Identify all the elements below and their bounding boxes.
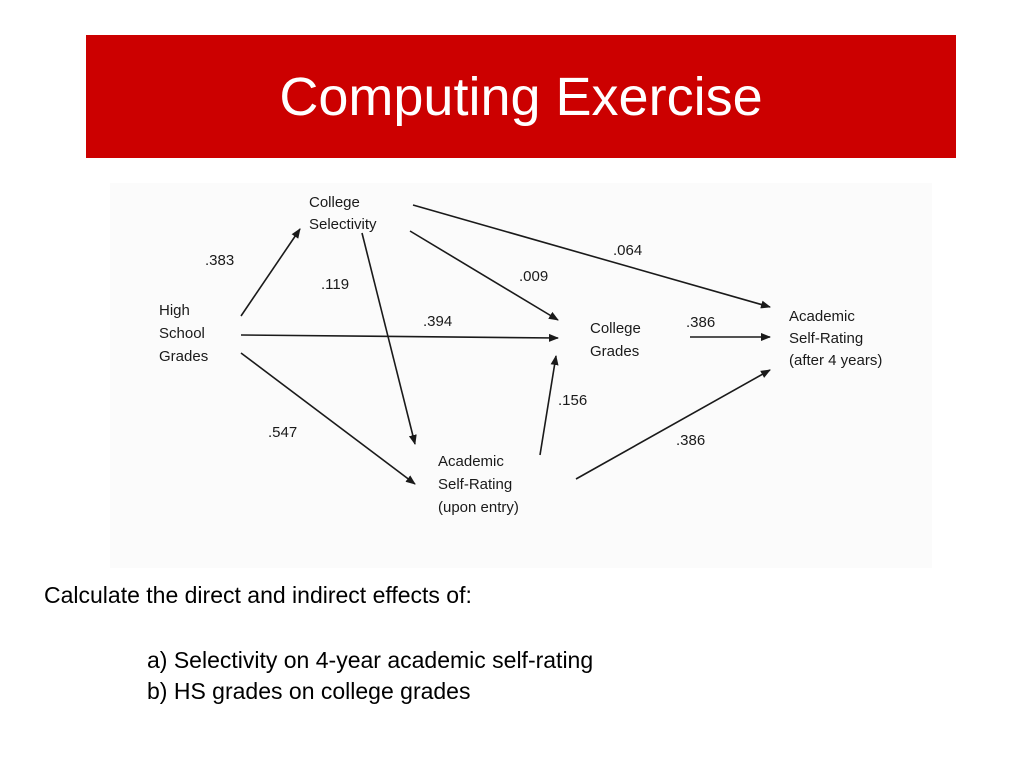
arrow-hs-to-self-rating-entry: [241, 353, 415, 484]
node-label-line: College: [309, 194, 360, 211]
exercise-item-b: b) HS grades on college grades: [147, 678, 471, 704]
exercise-item-a: a) Selectivity on 4-year academic self-rating: [147, 647, 594, 673]
coef-self-rating-entry-to-college-grades: .156: [558, 392, 588, 409]
exercise-instructions: [44, 582, 593, 707]
exercise-items: [147, 645, 593, 707]
node-label-line: Self-Rating: [789, 330, 864, 347]
arrow-selectivity-to-self-rating-entry: [362, 233, 415, 444]
node-label-line: Selectivity: [309, 216, 377, 233]
path-diagram-canvas: [110, 183, 932, 568]
node-self-rating-upon-entry: [438, 453, 519, 516]
coef-selectivity-to-self-rating-entry: .119: [321, 276, 350, 293]
coef-hs-to-college-grades: .394: [423, 313, 453, 330]
node-college-selectivity: [309, 194, 377, 233]
node-label-line: College: [590, 320, 641, 337]
path-diagram: [110, 183, 932, 568]
node-label-line: Grades: [590, 343, 640, 360]
arrow-self-rating-entry-to-self-rating-4yr: [576, 370, 770, 479]
node-label-line: Grades: [159, 348, 209, 365]
coef-selectivity-to-college-grades: .009: [519, 268, 549, 285]
arrow-selectivity-to-self-rating-4yr: [413, 205, 770, 307]
node-label-line: (upon entry): [438, 499, 519, 516]
node-college-grades: [590, 320, 641, 360]
node-high-school-grades: [159, 302, 208, 365]
node-label-line: Academic: [438, 453, 504, 470]
node-label-line: Academic: [789, 308, 855, 325]
title-banner: [86, 35, 956, 158]
node-label-line: School: [159, 325, 205, 342]
coef-college-grades-to-self-rating-4yr: .386: [686, 314, 716, 331]
node-label-line: Self-Rating: [438, 476, 513, 493]
coef-selectivity-to-self-rating-4yr: .064: [613, 242, 643, 259]
arrow-self-rating-entry-to-college-grades: [540, 356, 556, 455]
node-label-line: High: [159, 302, 190, 319]
instructions-lead: Calculate the direct and indirect effects of:: [44, 582, 472, 608]
coef-hs-to-selectivity: .383: [205, 252, 235, 269]
slide-title: Computing Exercise: [279, 66, 763, 127]
coef-hs-to-self-rating-entry: .547: [268, 424, 298, 441]
arrow-hs-to-college-grades: [241, 335, 558, 338]
node-self-rating-after-4-years: [789, 308, 882, 369]
coef-self-rating-entry-to-self-rating-4yr: .386: [676, 432, 706, 449]
arrow-hs-to-selectivity: [241, 229, 300, 316]
node-label-line: (after 4 years): [789, 352, 883, 369]
